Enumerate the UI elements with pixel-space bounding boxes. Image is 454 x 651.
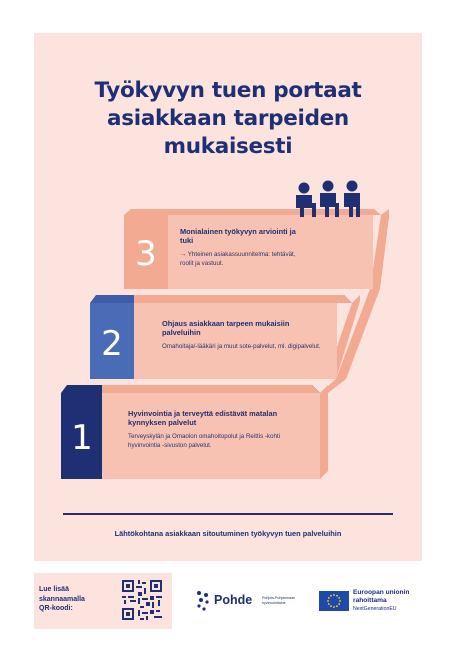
step-2-text (162, 319, 322, 352)
step-2-lower-band (320, 379, 346, 393)
bottom-caption: Lähtökohtana asiakkaan sitoutuminen työkyvyn tuen palveluihin (114, 529, 342, 538)
step-2-number: 2 (101, 324, 123, 364)
eu-line-3: NextGenerationEU (353, 606, 397, 612)
qr-label: Lue lisää skannaamalla QR-koodi: (39, 586, 85, 612)
pohde-name: Pohde (214, 593, 253, 607)
eu-flag-icon (319, 591, 349, 611)
divider-line (63, 513, 393, 515)
stairs-graphic (34, 33, 422, 561)
step-3-top (124, 209, 381, 215)
step-1-text (128, 409, 308, 450)
title-line-2: asiakkaan tarpeiden (107, 106, 349, 131)
step-3-body: → Yhteinen asiakassuunnitelma: tehtävät, roolit ja vastuut. (180, 251, 296, 267)
title-line-3: mukaisesti (163, 134, 293, 159)
step-3-number: 3 (135, 234, 157, 274)
eu-text (353, 589, 433, 605)
poster (34, 33, 422, 561)
step-1-body: Terveyskylän ja Omaolon omahoitopolut ja Reittis -kohti hyvinvointia -sivuston palvelut. (128, 433, 281, 449)
eu-line-1: Euroopan unionin (353, 589, 410, 596)
step-1-number: 1 (71, 418, 93, 458)
qr-box (34, 573, 172, 629)
eu-line-2: rahoittama (353, 597, 387, 604)
step-1-top-right (102, 385, 320, 393)
step-2-heading: Ohjaus asiakkaan tarpeen mukaisiin palveluihin (162, 319, 290, 338)
step-2-top-right (134, 295, 352, 303)
pohde-logo-icon (196, 590, 210, 612)
step-1-heading: Hyvinvointia ja terveyttä edistävät matalan kynnyksen palvelut (128, 409, 278, 428)
step-1-side (320, 385, 328, 479)
step-2-body: Omahoitaja/-lääkäri ja muut sote-palvelut, ml. digipalvelut. (162, 343, 321, 351)
pohde-subtitle: Pohjois-Pohjanmaan hyvinvointialue (262, 596, 296, 605)
title-line-1: Työkyvyn tuen portaat (94, 78, 362, 103)
step-3-heading: Monialainen työkyvyn arviointi ja tuki (180, 227, 296, 246)
qr-code-icon[interactable] (122, 580, 162, 620)
step-3-text (180, 227, 300, 268)
